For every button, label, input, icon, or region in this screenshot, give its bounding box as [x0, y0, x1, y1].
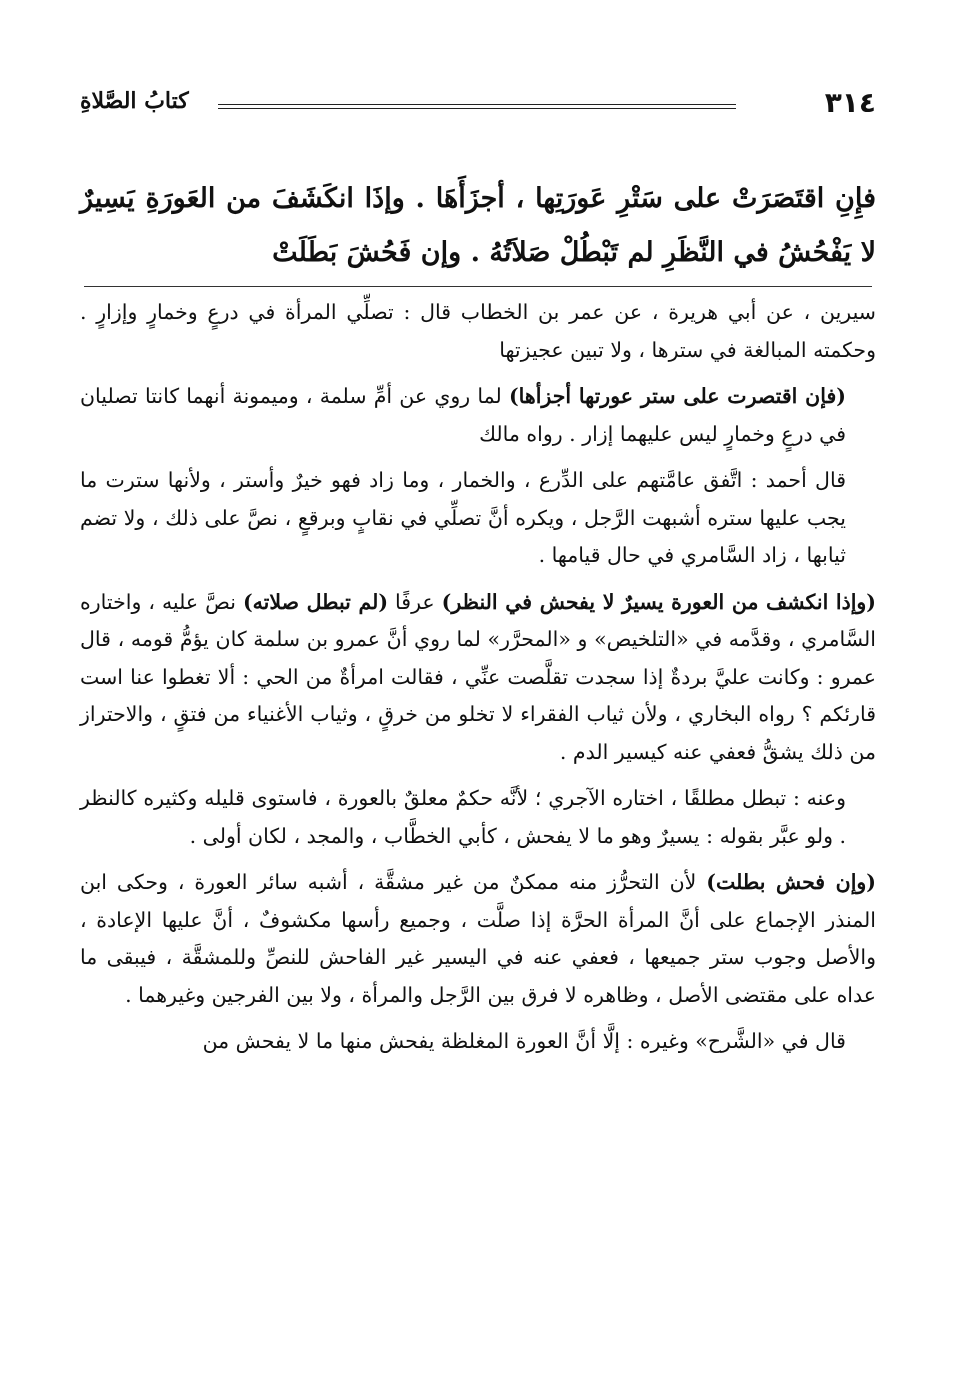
commentary-paragraph-3: قال أحمد : اتَّفق عامَّتهم على الدِّرع ، والخمار ، وما زاد فهو خيرٌ وأستر ، ولأنها سترت ما يجب عليها ستره أشبهت الرَّجل ، ويكره أنَّ تصلِّي في نقابٍ وبرقعٍ ، نصَّ على ذلك ، ولا تضم ثيابها ، زاد السَّامري في حال قيامها . — [80, 468, 846, 567]
commentary-paragraph-1: سيرين ، عن أبي هريرة ، عن عمر بن الخطاب قال : تصلِّي المرأة في درعٍ وخمارٍ وإزارٍ . وحكمته المبالغة في سترها ، ولا تبين عجيزتها — [80, 300, 876, 362]
lemma: (لم تبطل صلاته) — [242, 589, 389, 614]
commentary-paragraph-6 — [80, 864, 876, 1014]
commentary — [80, 294, 876, 1070]
lemma: (وإن فحش بطلت) — [706, 870, 876, 894]
page-number: ٣١٤ — [824, 86, 876, 119]
header-rule — [218, 104, 736, 109]
section-divider — [84, 286, 872, 287]
commentary-text: لأن التحرُّز منه ممكنٌ من غير مشقَّة ، أشبه سائر العورة ، وحكى ابن المنذر الإجماع على أنَّ المرأة الحرَّة إذا صلَّت ، وجميع رأسها مكشوفٌ ، أنَّ عليها الإعادة ، والأصل وجوب ستر جميعها ، فعفي عنه في اليسير غير الفاحش للنصِّ وللمشقَّة ، فيبقى ما عداه على مقتضى الأصل ، وظاهره لا فرق بين الرَّجل والمرأة ، ولا بين الفرجين وغيرهما . — [80, 870, 876, 1007]
commentary-paragraph-7: قال في «الشَّرح» وغيره : إلَّا أنَّ العورة المغلظة يفحش منها ما لا يفحش من — [202, 1029, 846, 1053]
lemma: (فإن اقتصرت على ستر عورتها أجزأها) — [508, 384, 846, 408]
commentary-text: عرفًا — [388, 589, 442, 614]
commentary-paragraph-5: وعنه : تبطل مطلقًا ، اختاره الآجري ؛ لأنَّه حكمٌ معلقٌ بالعورة ، فاستوى قليله وكثيره كالنظر . ولو عبَّر بقوله : يسيرٌ وهو ما لا يفحش ، كأبي الخطَّاب ، والمجد ، لكان أولى . — [80, 786, 846, 848]
commentary-text: نصَّ عليه ، واختاره السَّامري ، وقدَّمه في «التلخيص» و «المحرَّر» لما روي أنَّ عمرو بن سلمة كان يؤمُّ قومه ، قال عمرو : وكانت عليَّ بردةٌ إذا سجدت تقلَّصت عنِّي ، فقالت امرأةٌ من الحي : ألا تغطوا عنا است قارئكم ؟ رواه البخاري ، ولأن ثياب الفقراء لا تخلو من خرقٍ ، وثياب الأغنياء من فتقٍ ، والاحتراز من ذلك يشقُّ فعفي عنه كيسير الدم . — [80, 589, 876, 764]
book-title: كتابُ الصَّلاةِ — [80, 88, 189, 114]
commentary-text: لما روي عن أمِّ سلمة ، وميمونة أنهما كانتا تصليان في درعٍ وخمارٍ ليس عليهما إزار . رواه مالك — [80, 384, 846, 446]
matn-text: فإِنِ اقتَصَرَتْ على سَتْرِ عَورَتِها ، أجزَأَهَا . وإذَا انكَشَفَ من العَورَةِ يَسِيرٌ لا يَفْحُشُ في النَّظَرِ لم تَبْطُلْ صَلاَتُهُ . وإن فَحُشَ بَطَلَتْ — [80, 183, 876, 268]
lemma: (وإذا انكشف من العورة يسيرٌ لا يفحش في النظر) — [441, 589, 876, 614]
commentary-paragraph-4 — [80, 584, 876, 772]
running-header — [80, 86, 876, 126]
commentary-paragraph-2 — [80, 378, 876, 453]
